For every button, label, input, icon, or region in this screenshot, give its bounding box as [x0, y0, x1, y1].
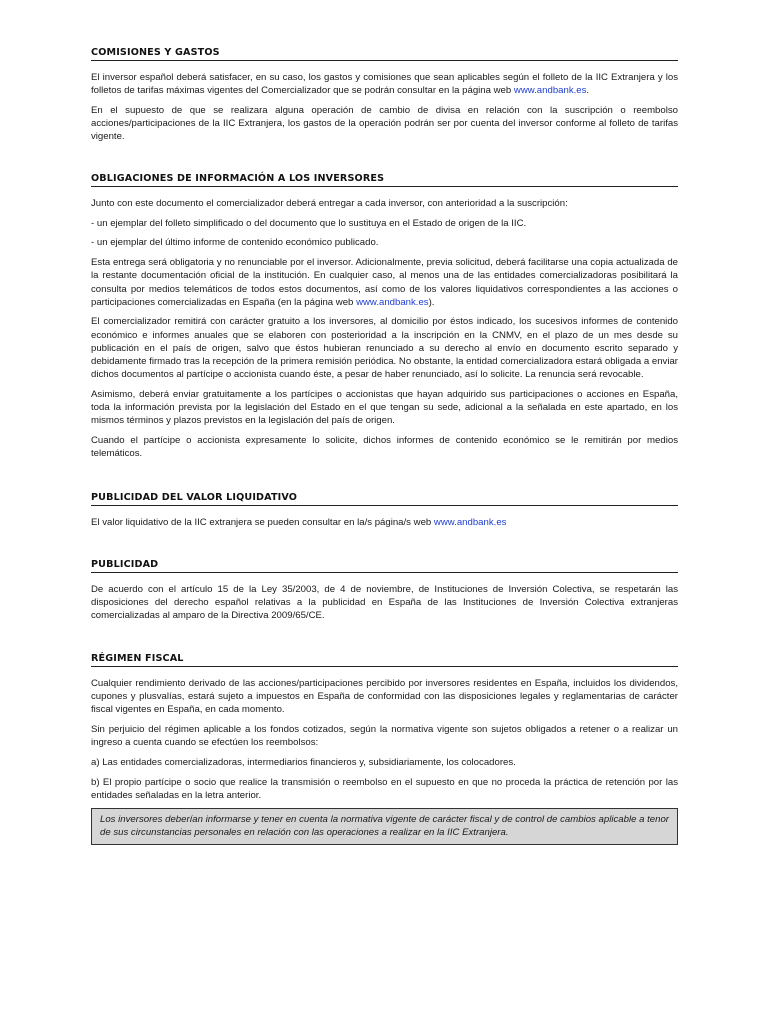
- section-title: PUBLICIDAD DEL VALOR LIQUIDATIVO: [91, 492, 678, 506]
- paragraph-text: El valor liquidativo de la IIC extranjera se pueden consultar en la/s página/s web: [91, 516, 434, 528]
- fiscal-note-box: Los inversores deberían informarse y tener en cuenta la normativa vigente de carácter fiscal y de control de cambios aplicable a tenor de sus circunstancias personales en relación con las operaciones a realizar en la IIC Extranjera.: [91, 808, 678, 845]
- section-regimen-fiscal: [91, 653, 678, 846]
- section-comisiones-gastos: [91, 47, 678, 144]
- section-obligaciones-informacion: [91, 173, 678, 460]
- paragraph: Junto con este documento el comercializador deberá entregar a cada inversor, con anterioridad a la suscripción:: [91, 198, 568, 210]
- paragraph-text: .: [586, 85, 590, 97]
- paragraph: El comercializador remitirá con carácter gratuito a los inversores, al domicilio por éstos indicado, los sucesivos informes de contenido económico e informes anuales que se elaboren con posterioridad a la inscripción en la CNMV, en el plazo de un mes desde su publicación en el país de origen, salvo que éstos hubieran renunciado a su derecho al envío en documento escrito separado y debidamente firmado tras la recepción de la primera remisión periódica. No obstante, la entidad comercializadora estará obligada a enviar dichos documentos al partícipe o accionista cuando éste, a pesar de haber renunciado, así lo solicite. La renuncia será revocable.: [91, 316, 678, 381]
- document-content: [91, 47, 678, 845]
- paragraph-text: Esta entrega será obligatoria y no renunciable por el inversor. Adicionalmente, previa solicitud, deberá facilitarse una copia actualizada de la restante documentación oficial de la institución. En cualquier caso, al menos una de las entidades comercializadoras posibilitará la consulta por medios telemáticos de todos estos documentos, así como de los valores liquidativos correspondientes a las acciones o participaciones comercializadas en España (en la página web: [91, 257, 678, 308]
- paragraph-text: El inversor español deberá satisfacer, en su caso, los gastos y comisiones que sean aplicables según el folleto de la IIC Extranjera y los folletos de tarifas máximas vigentes del Comercializador que se podrán consultar en la página web: [91, 72, 678, 97]
- paragraph: [91, 71, 678, 97]
- andbank-link[interactable]: www.andbank.es: [433, 516, 507, 528]
- paragraph: Cualquier rendimiento derivado de las acciones/participaciones percibido por inversores residentes en España, incluidos los dividendos, cupones y plusvalías, estará sujeto a impuestos en España de conformidad con las disposiciones legales y reglamentarias de carácter fiscal vigentes en España, en cada momento.: [91, 677, 678, 716]
- paragraph: - un ejemplar del último informe de contenido económico publicado.: [91, 237, 379, 249]
- paragraph: [91, 256, 678, 309]
- section-title: PUBLICIDAD: [91, 559, 678, 573]
- andbank-link[interactable]: www.andbank.es: [356, 296, 429, 308]
- paragraph: a) Las entidades comercializadoras, intermediarios financieros y, subsidiariamente, los colocadores.: [91, 756, 516, 768]
- paragraph-text: ).: [428, 296, 435, 308]
- paragraph: b) El propio partícipe o socio que realice la transmisión o reembolso en el supuesto en que no proceda la práctica de retención por las entidades señaladas en la letra anterior.: [91, 776, 678, 801]
- paragraph: Cuando el partícipe o accionista expresamente lo solicite, dichos informes de contenido económico se le remitirán por medios telemáticos.: [91, 435, 678, 460]
- paragraph: En el supuesto de que se realizara alguna operación de cambio de divisa en relación con la suscripción o reembolso acciones/participaciones de la IIC Extranjera, los gastos de la operación podrán ser por cuenta del inversor conforme al folleto de tarifas vigente.: [91, 104, 678, 143]
- paragraph: - un ejemplar del folleto simplificado o del documento que lo sustituya en el Estado de origen de la IIC.: [91, 217, 527, 229]
- section-title: COMISIONES Y GASTOS: [91, 47, 678, 61]
- section-title: RÉGIMEN FISCAL: [91, 653, 678, 667]
- section-publicidad: [91, 559, 678, 623]
- andbank-link[interactable]: www.andbank.es: [513, 85, 587, 97]
- paragraph: De acuerdo con el artículo 15 de la Ley 35/2003, de 4 de noviembre, de Instituciones de Inversión Colectiva, se respetarán las disposiciones del derecho español relativas a la publicidad en España de las Instituciones de Inversión Colectiva extranjeras comercializadas al amparo de la Directiva 2009/65/CE.: [91, 583, 678, 622]
- paragraph: Asimismo, deberá enviar gratuitamente a los partícipes o accionistas que hayan adquirido sus participaciones o acciones en España, toda la información prevista por la legislación del Estado en el que tengan su sede, adicional a la señalada en este apartado, en los mismos términos y plazos previstos en la legislación del país de origen.: [91, 388, 678, 427]
- section-title: OBLIGACIONES DE INFORMACIÓN A LOS INVERSORES: [91, 173, 678, 187]
- paragraph: Sin perjuicio del régimen aplicable a los fondos cotizados, según la normativa vigente son sujetos obligados a retener o a realizar un ingreso a cuenta cuando se efectúen los reembolsos:: [91, 723, 678, 749]
- section-publicidad-valor-liquidativo: [91, 492, 678, 529]
- paragraph: [91, 516, 678, 529]
